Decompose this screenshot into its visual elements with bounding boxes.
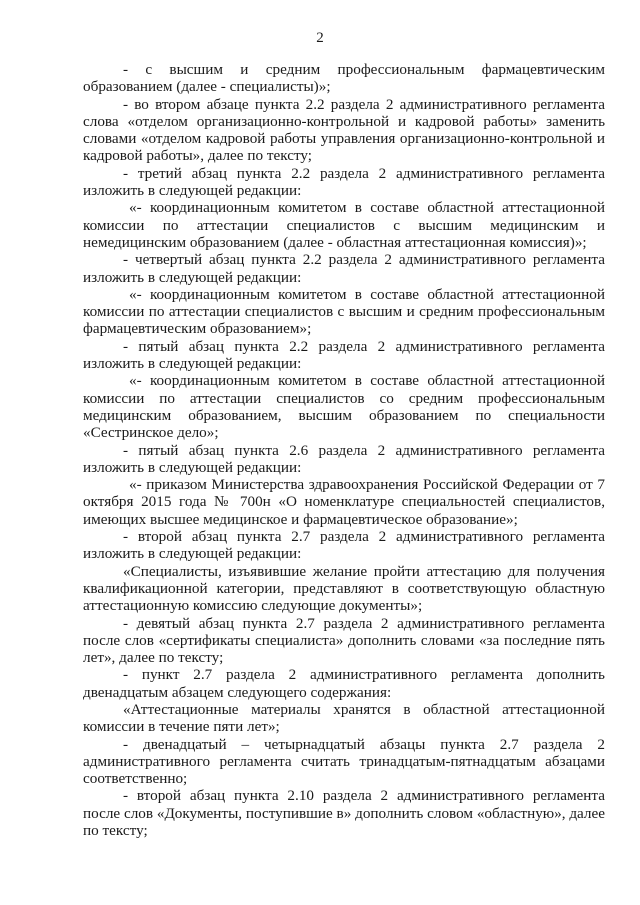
paragraph: - пятый абзац пункта 2.6 раздела 2 административного регламента изложить в следующей редакции: <box>83 441 605 476</box>
paragraph: - девятый абзац пункта 2.7 раздела 2 административного регламента после слов «сертификаты специалиста» дополнить словами «за последние пять лет», далее по тексту; <box>83 614 605 667</box>
paragraph: - с высшим и средним профессиональным фармацевтическим образованием (далее - специалисты)»; <box>83 61 605 96</box>
paragraph: - третий абзац пункта 2.2 раздела 2 административного регламента изложить в следующей редакции: <box>83 164 605 200</box>
paragraph: - четвертый абзац пункта 2.2 раздела 2 административного регламента изложить в следующей редакции: <box>83 251 605 286</box>
page-number: 2 <box>316 30 324 46</box>
quoted-paragraph: «Специалисты, изъявившие желание пройти аттестацию для получения квалификационной категории, представляют в соответствующую областную аттестационную комиссию следующие документы»; <box>83 562 605 615</box>
paragraph: - пункт 2.7 раздела 2 административного регламента дополнить двенадцатым абзацем следующего содержания: <box>83 666 605 701</box>
paragraph: - второй абзац пункта 2.7 раздела 2 административного регламента изложить в следующей редакции: <box>83 528 605 563</box>
quoted-paragraph: «- координационным комитетом в составе областной аттестационной комиссии по аттестации специалистов с высшим медицинским и немедицинским образованием (далее - областная аттестационная комиссия)»; <box>83 199 605 251</box>
quoted-paragraph: «- приказом Министерства здравоохранения Российской Федерации от 7 октября 2015 года № 700н «О номенклатуре специальностей специалистов, имеющих высшее медицинское и фармацевтическое образование»; <box>83 476 605 528</box>
document-body <box>83 61 605 839</box>
paragraph: - двенадцатый – четырнадцатый абзацы пункта 2.7 раздела 2 административного регламента считать тринадцатым-пятнадцатым абзацами соответственно; <box>83 735 605 788</box>
paragraph: - во втором абзаце пункта 2.2 раздела 2 административного регламента слова «отделом организационно-контрольной и кадровой работы» заменить словами «отделом кадровой работы управления организационно-контрольной и кадровой работы», далее по тексту; <box>83 95 605 165</box>
paragraph: - второй абзац пункта 2.10 раздела 2 административного регламента после слов «Документы, поступившие в» дополнить словом «областную», далее по тексту; <box>83 787 605 840</box>
quoted-paragraph: «- координационным комитетом в составе областной аттестационной комиссии по аттестации специалистов с высшим и средним профессиональным фармацевтическим образованием»; <box>83 285 605 338</box>
quoted-paragraph: «- координационным комитетом в составе областной аттестационной комиссии по аттестации специалистов со средним профессиональным медицинским образованием, высшим образованием по специальности «Сестринское дело»; <box>83 372 605 442</box>
quoted-paragraph: «Аттестационные материалы хранятся в областной аттестационной комиссии в течение пяти лет»; <box>83 700 605 736</box>
paragraph: - пятый абзац пункта 2.2 раздела 2 административного регламента изложить в следующей редакции: <box>83 337 605 373</box>
